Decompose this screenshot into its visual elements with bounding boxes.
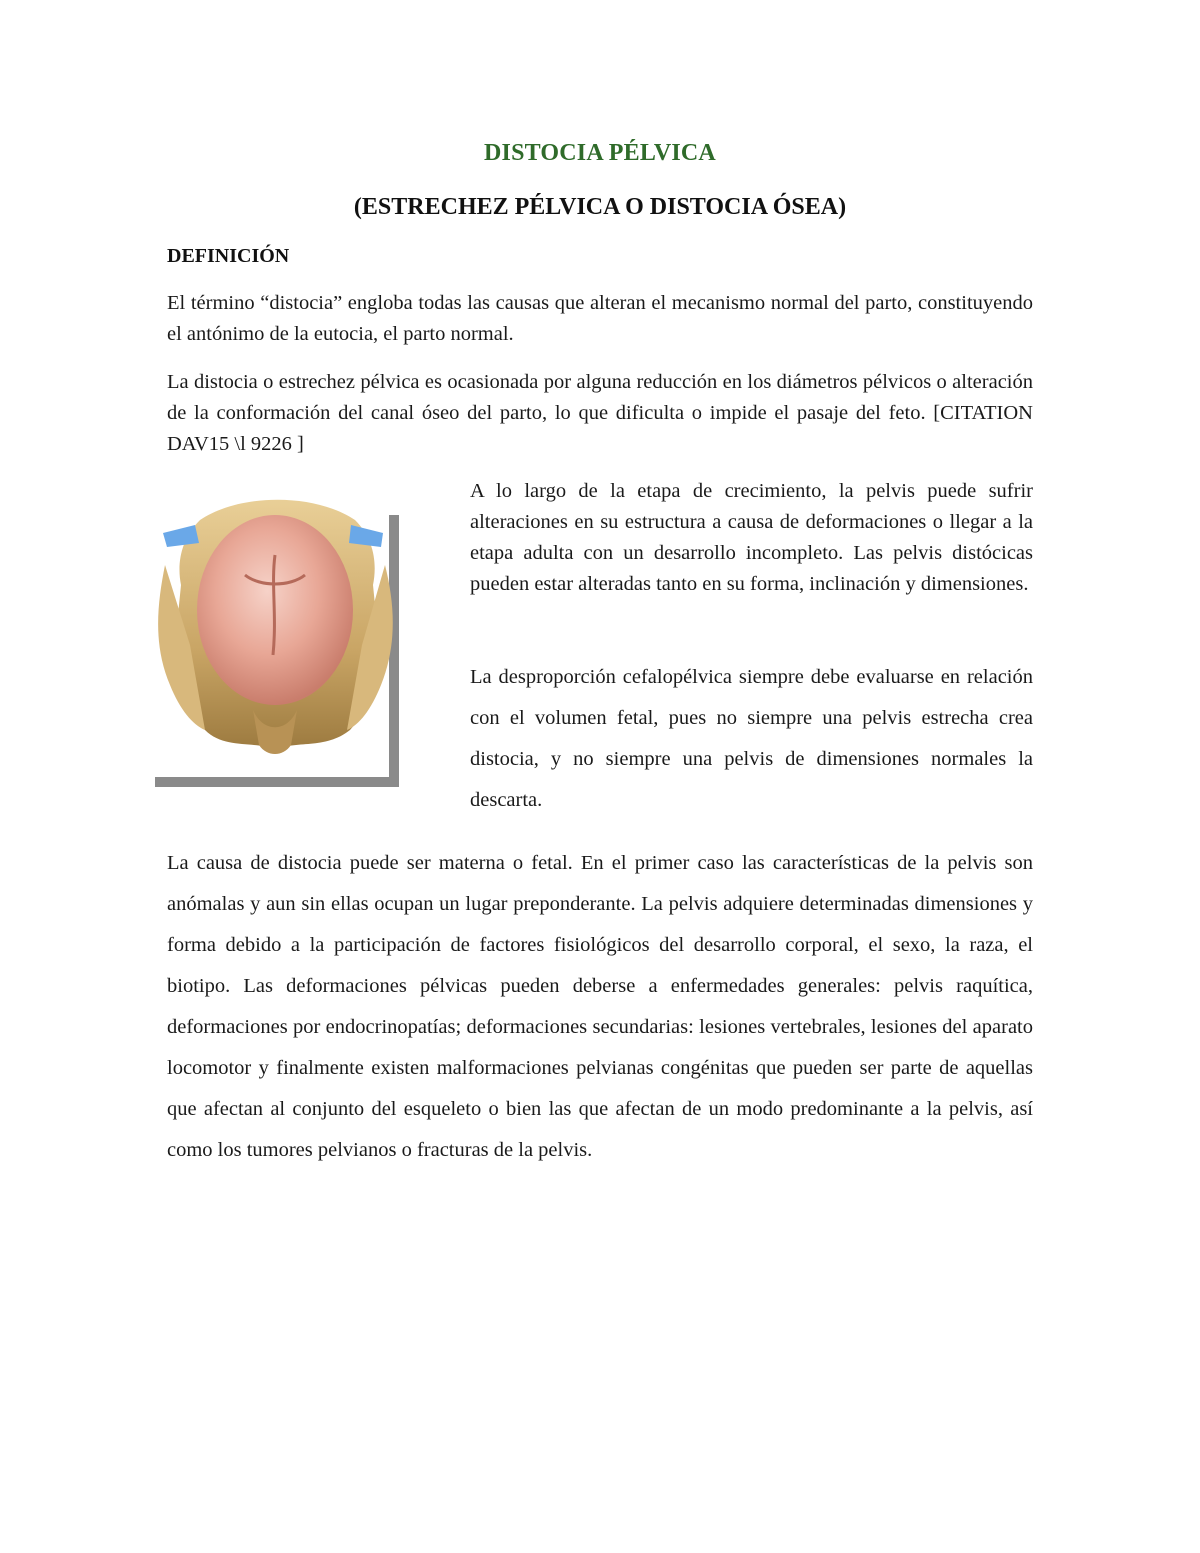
paragraph-pelvic-narrowing: La distocia o estrechez pélvica es ocasionada por alguna reducción en los diámetros pélvicos o alteración de la conformación del canal óseo del parto, lo que dificulta o impide el pasaje del feto. [CITATION DAV15 \l 9226 ] [167,371,1033,455]
pelvis-figure [145,495,405,795]
paragraph-causes: La causa de distocia puede ser materna o fetal. En el primer caso las características de la pelvis son anómalas y aun sin ellas ocupan un lugar preponderante. La pelvis adquiere determinadas dimensiones y forma debido a la participación de factores fisiológicos del desarrollo corporal, el sexo, la raza, el biotipo. Las deformaciones pélvicas pueden deberse a enfermedades generales: pelvis raquítica, deformaciones por endocrinopatías; deformaciones secundarias: lesiones vertebrales, lesiones del aparato locomotor y finalmente existen malformaciones pelvianas congénitas que pueden ser parte de aquellas que afectan al conjunto del esqueleto o bien las que afectan de un modo predominante a la pelvis, así como los tumores pelvianos o fracturas de la pelvis. [167,852,1033,1161]
paragraph-cephalopelvic-disproportion: La desproporción cefalopélvica siempre debe evaluarse en relación con el volumen fetal, pues no siempre una pelvis estrecha crea distocia, y no siempre una pelvis de dimensiones normales la descarta. [470,666,1033,811]
section-heading-definicion: DEFINICIÓN [167,245,290,267]
document-title: DISTOCIA PÉLVICA [484,140,716,166]
paragraph-definition: El término “distocia” engloba todas las causas que alteran el mecanismo normal del parto, constituyendo el antónimo de la eutocia, el parto normal. [167,292,1033,345]
pelvis-fetal-head-illustration-icon [145,495,405,795]
document-subtitle: (ESTRECHEZ PÉLVICA O DISTOCIA ÓSEA) [353,194,847,220]
paragraph-growth-alterations: A lo largo de la etapa de crecimiento, la pelvis puede sufrir alteraciones en su estructura a causa de deformaciones o llegar a la etapa adulta con un desarrollo incompleto. Las pelvis distócicas pueden estar alteradas tanto en su forma, inclinación y dimensiones. [470,480,1033,595]
